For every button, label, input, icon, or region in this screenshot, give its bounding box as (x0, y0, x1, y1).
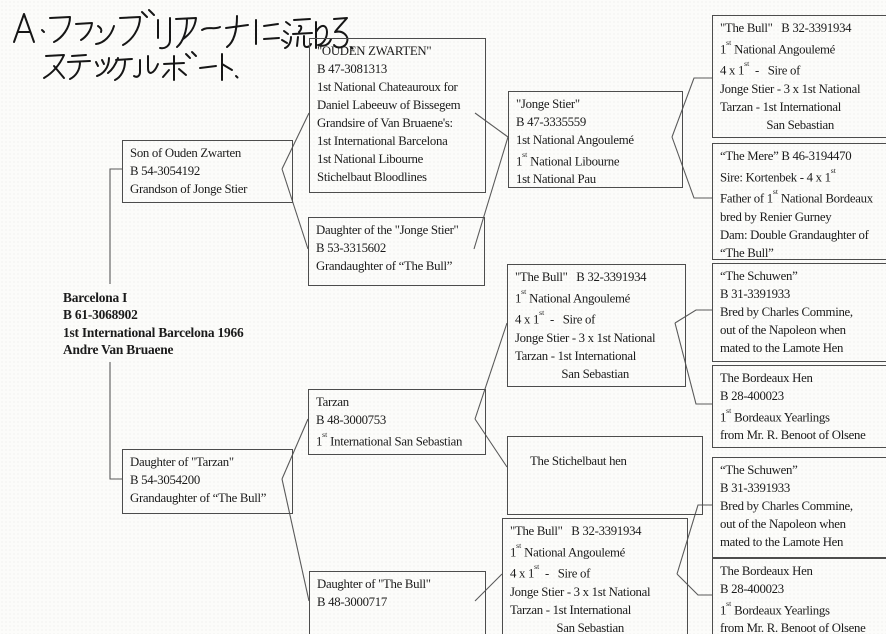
text-line: 1st National Chateauroux for (317, 80, 458, 94)
text-line: Grandaughter of “The Bull” (316, 259, 453, 273)
text-line: Jonge Stier - 3 x 1st National (510, 584, 651, 599)
subject-barcelona-i (63, 289, 243, 359)
text-line: "The Bull" B 32-3391934 (515, 270, 647, 284)
text-line: Barcelona I (63, 290, 128, 305)
text-line: B 31-3391933 (720, 287, 790, 301)
text-line: Tarzan - 1st International (515, 348, 636, 363)
text-line: 1st International Barcelona 1966 (63, 324, 244, 340)
text-line: Daniel Labeeuw of Bissegem (317, 98, 461, 112)
text-line: B 31-3391933 (720, 481, 790, 495)
text-line: Bred by Charles Commine, (720, 305, 853, 319)
text-line: bred by Renier Gurney (720, 209, 832, 224)
pedigree-box-daughter-of-tarzan (122, 449, 293, 514)
pedigree-box-jonge-stier (508, 91, 683, 188)
handwriting-strokes-icon (6, 6, 356, 84)
text-line: Tarzan (316, 395, 349, 409)
pedigree-box-ouden-zwarten (309, 38, 486, 193)
text-line: mated to the Lamote Hen (720, 535, 844, 549)
text-line: 4 x 1st - Sire of (515, 307, 596, 327)
text-line: Grandsire of Van Bruaene's: (317, 116, 453, 130)
text-line: B 47-3081313 (317, 62, 387, 76)
text-line: Andre Van Bruaene (63, 342, 174, 358)
text-line: from Mr. R. Benoot of Olsene (720, 621, 866, 634)
text-line: B 53-3315602 (316, 241, 386, 255)
text-line: 1st National Angoulemé (510, 540, 625, 560)
text-line: Jonge Stier - 3 x 1st National (515, 330, 656, 345)
text-line: Stichelbaut Bloodlines (317, 170, 427, 184)
text-line: Grandson of Jonge Stier (130, 182, 248, 196)
text-line: Daughter of the "Jonge Stier" (316, 223, 459, 237)
text-line: Tarzan - 1st International (510, 602, 631, 617)
pedigree-box-daughter-of-the-bull (309, 571, 486, 634)
text-line: B 61-3068902 (63, 307, 138, 323)
text-line: 4 x 1st - Sire of (510, 561, 591, 581)
text-line: Father of 1st National Bordeaux (720, 186, 873, 206)
text-line: The Stichelbaut hen (530, 454, 627, 468)
text-line: 1st National Angoulemé (515, 286, 630, 306)
text-line: 1st National Pau (516, 172, 596, 187)
text-line: “The Schuwen” (720, 269, 798, 283)
text-line: Son of Ouden Zwarten (130, 146, 241, 160)
pedigree-box-the-bull-mid (507, 264, 686, 387)
pedigree-box-schuwen-1 (712, 263, 886, 362)
text-line: B 28-400023 (720, 389, 784, 403)
pedigree-box-tarzan (308, 389, 486, 455)
pedigree-box-the-mere (712, 143, 886, 260)
text-line: 4 x 1st - Sire of (720, 58, 801, 78)
text-line: The Bordeaux Hen (720, 564, 813, 578)
text-line: B 48-3000717 (317, 595, 387, 609)
pedigree-box-son-of-ouden-zwarten (122, 140, 293, 203)
pedigree-box-daughter-of-jonge-stier (308, 217, 485, 286)
pedigree-box-bordeaux-hen-1 (712, 365, 886, 448)
text-line: Daughter of "The Bull" (317, 577, 431, 591)
text-line: The Bordeaux Hen (720, 371, 813, 385)
text-line: out of the Napoleon when (720, 323, 846, 337)
text-line: 1st National Angoulemé (516, 133, 634, 147)
text-line: San Sebastian (510, 620, 624, 634)
text-line: Tarzan - 1st International (720, 99, 841, 114)
text-line: San Sebastian (720, 117, 834, 132)
text-line: 1st International Barcelona (317, 134, 448, 148)
pedigree-box-stichelbaut-hen (507, 436, 703, 515)
text-line: B 54-3054200 (130, 473, 200, 487)
text-line: San Sebastian (515, 366, 629, 381)
text-line: “The Schuwen” (720, 463, 798, 477)
pedigree-box-bordeaux-hen-2 (712, 558, 886, 634)
text-line: from Mr. R. Benoot of Olsene (720, 428, 866, 443)
text-line: "The Bull" B 32-3391934 (720, 21, 852, 35)
text-line: “The Mere” B 46-3194470 (720, 149, 852, 163)
text-line: B 54-3054192 (130, 164, 200, 178)
text-line: 1st National Angoulemé (720, 37, 835, 57)
text-line: 1st International San Sebastian (316, 429, 463, 449)
text-line: "OUDEN ZWARTEN" (317, 44, 432, 58)
pedigree-box-the-bull-bottom (502, 518, 688, 634)
text-line: Sire: Kortenbek - 4 x 1st (720, 165, 836, 185)
text-line: 1st National Libourne (516, 149, 620, 169)
text-line: Bred by Charles Commine, (720, 499, 853, 513)
text-line: B 28-400023 (720, 582, 784, 596)
pedigree-box-schuwen-2 (712, 457, 886, 558)
text-line: B 48-3000753 (316, 413, 386, 427)
text-line: B 47-3335559 (516, 115, 586, 129)
text-line: 1st Bordeaux Yearlings (720, 598, 830, 618)
text-line: "Jonge Stier" (516, 97, 580, 111)
text-line: 1st Bordeaux Yearlings (720, 405, 830, 425)
text-line: mated to the Lamote Hen (720, 341, 844, 355)
handwritten-annotation (6, 6, 356, 84)
text-line: Grandaughter of “The Bull” (130, 491, 267, 505)
text-line: Daughter of "Tarzan" (130, 455, 234, 469)
text-line: 1st National Libourne (317, 152, 424, 166)
text-line: “The Bull” (720, 245, 774, 260)
pedigree-box-the-bull-top (712, 15, 886, 138)
text-line: Jonge Stier - 3 x 1st National (720, 81, 861, 96)
text-line: Dam: Double Grandaughter of (720, 227, 869, 242)
text-line: "The Bull" B 32-3391934 (510, 524, 642, 538)
text-line: out of the Napoleon when (720, 517, 846, 531)
